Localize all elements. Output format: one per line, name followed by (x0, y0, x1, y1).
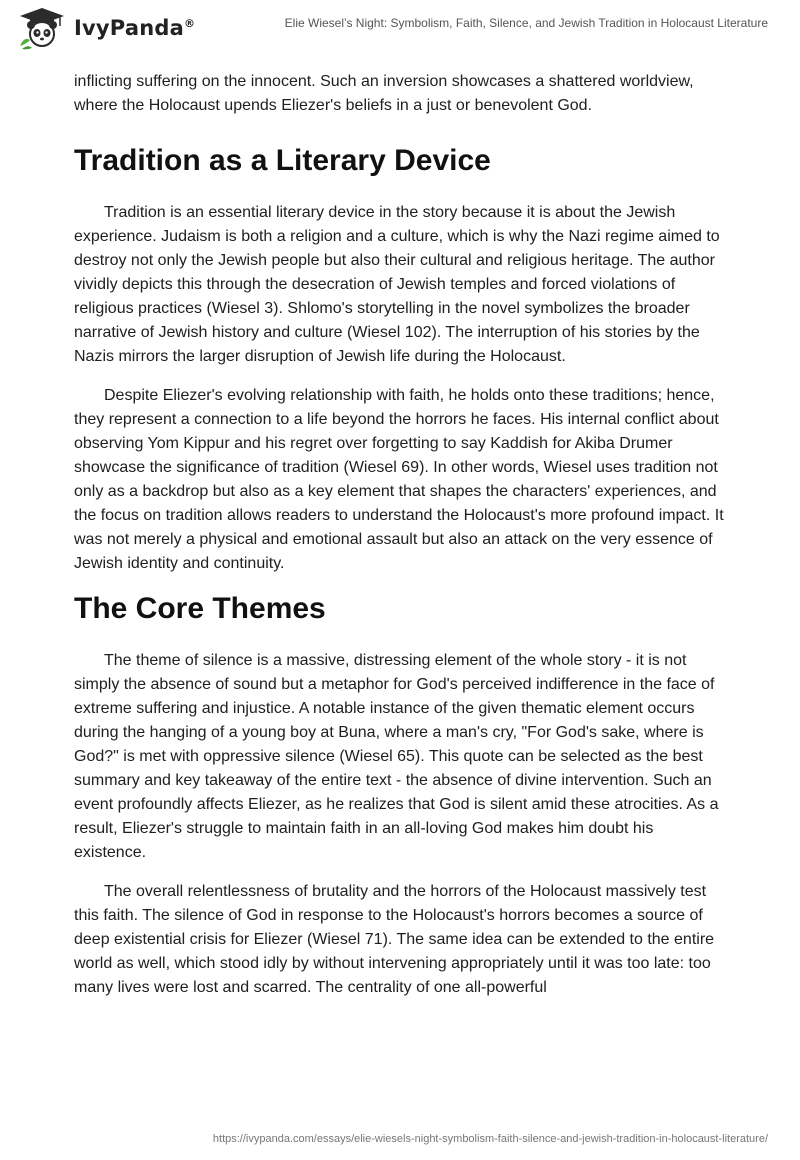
panda-graduate-icon (16, 6, 68, 50)
paragraph: The overall relentlessness of brutality and the horrors of the Holocaust massively test this faith. The silence of God in response to the Holocaust's horrors becomes a source of deep existential crisis for Eliezer (Wiesel 71). The same idea can be extended to the entire world as well, which stood idly by without intervening appropriately until it was too late: too many lives were lost and scarred. The centrality of one all-powerful (74, 883, 715, 996)
page-header (0, 0, 800, 56)
source-url-link[interactable]: https://ivypanda.com/essays/elie-wiesels-night-symbolism-faith-silence-and-jewish-tradition-in-holocaust-literature/ (212, 1133, 768, 1145)
paragraph: Tradition is an essential literary device in the story because it is about the Jewish experience. Judaism is both a religion and a culture, which is why the Nazi regime aimed to destroy not only the Jewish people but also their cultural and religious heritage. The author vividly depicts this through the desecration of Jewish temples and forced violations of religious practices (Wiesel 3). Shlomo's storytelling in the novel symbolizes the broader narrative of Jewish history and culture (Wiesel 102). The interruption of his stories by the Nazis mirrors the larger disruption of Jewish life during the Holocaust. (74, 204, 720, 365)
essay-content (74, 70, 726, 1015)
brand-name (74, 16, 195, 40)
brand-text: IvyPanda (74, 16, 184, 40)
ivypanda-logo[interactable] (16, 6, 195, 50)
intro-paragraph: inflicting suffering on the innocent. Such an inversion showcases a shattered worldview, where the Holocaust upends Eliezer's beliefs in a just or benevolent God. (74, 73, 694, 114)
paragraph: The theme of silence is a massive, distressing element of the whole story - it is not simply the absence of sound but a metaphor for God's perceived indifference in the face of extreme suffering and injustice. A notable instance of the given thematic element occurs during the hanging of a young boy at Buna, where a man's cry, "For God's sake, where is God?" is met with oppressive silence (Wiesel 65). This quote can be selected as the best summary and key takeaway of the entire text - the absence of divine intervention. Such an event profoundly affects Eliezer, as he realizes that God is silent amid these atrocities. As a result, Eliezer's struggle to maintain faith in an all-loving God makes him doubt his existence. (74, 652, 719, 861)
section-heading-core-themes: The Core Themes (74, 592, 326, 625)
registered-mark: ® (183, 17, 196, 30)
section-heading-tradition: Tradition as a Literary Device (74, 144, 491, 177)
document-title: Elie Wiesel’s Night: Symbolism, Faith, Silence, and Jewish Tradition in Holocaust Literature (284, 16, 768, 30)
paragraph: Despite Eliezer's evolving relationship with faith, he holds onto these traditions; hence, they represent a connection to a life beyond the horrors he faces. His internal conflict about observing Yom Kippur and his regret over forgetting to say Kaddish for Akiba Drumer showcase the significance of tradition (Wiesel 69). In other words, Wiesel uses tradition not only as a backdrop but also as a key element that shapes the characters' experiences, and the focus on tradition allows readers to understand the Holocaust's more profound impact. It was not merely a physical and emotional assault but also an attack on the very essence of Jewish identity and continuity. (74, 387, 724, 572)
